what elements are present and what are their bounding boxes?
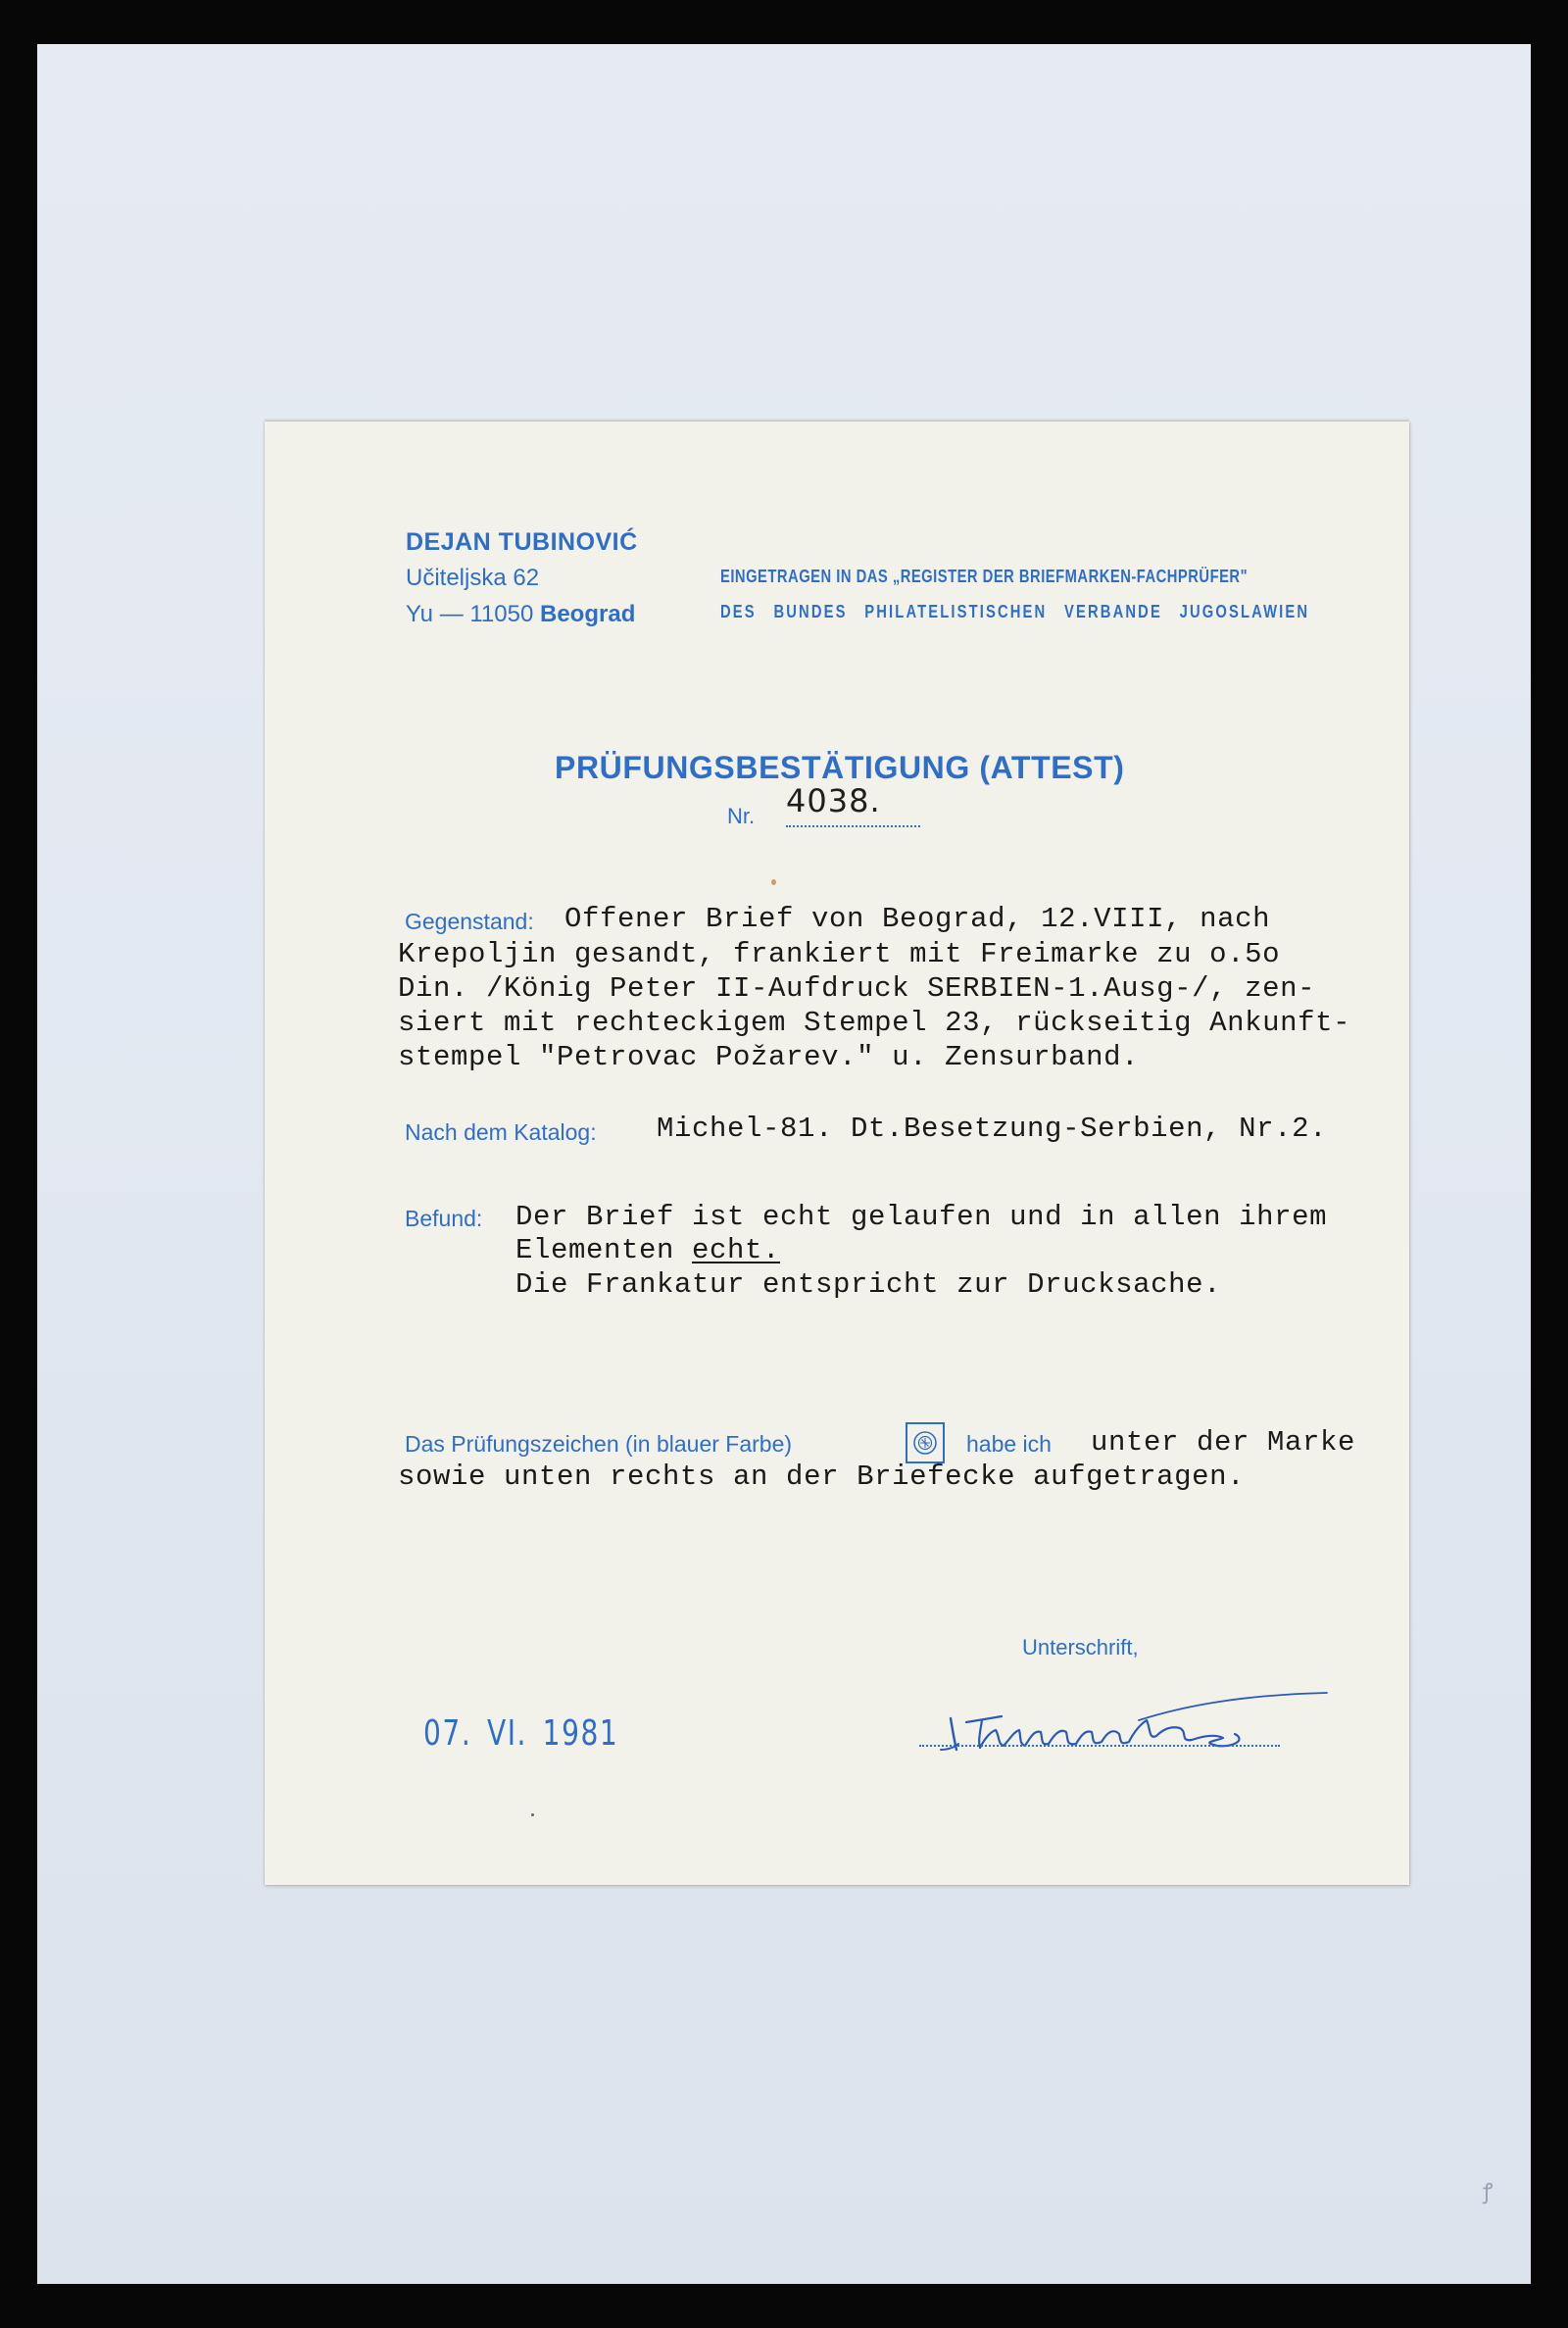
sheet-edge-shadow: [265, 418, 1409, 421]
finding-line-2: [515, 1234, 780, 1266]
finding-label: Befund:: [405, 1206, 483, 1231]
date-day: 07.: [423, 1713, 472, 1754]
sender-city-name: Beograd: [540, 601, 636, 627]
sender-city: [406, 601, 635, 628]
subject-label: Gegenstand:: [405, 909, 534, 934]
subject-line-1: Offener Brief von Beograd, 12.VIII, nach: [564, 903, 1271, 935]
date-stamp: [423, 1713, 634, 1754]
finding-line-2-text: Elementen: [515, 1234, 675, 1266]
seal-emblem-icon: [910, 1428, 940, 1458]
mark-statement-label: Das Prüfungszeichen (in blauer Farbe): [405, 1431, 793, 1457]
number-dotted-line: [786, 825, 920, 827]
mark-statement-typed-1: unter der Marke: [1091, 1426, 1356, 1459]
number-label: Nr.: [727, 804, 756, 828]
sender-name: DEJAN TUBINOVIĆ: [406, 528, 638, 556]
signature-dotted-line: [919, 1745, 1280, 1747]
finding-line-1: Der Brief ist echt gelaufen und in allen ihrem: [515, 1201, 1328, 1233]
signature-label: Unterschrift,: [1022, 1635, 1139, 1659]
subject-line-3: Din. /König Peter II-Aufdruck SERBIEN-1.Ausg-/, zen-: [398, 972, 1316, 1005]
certificate-title: PRÜFUNGSBESTÄTIGUNG (ATTEST): [555, 750, 1125, 785]
mounting-board: [37, 44, 1531, 2284]
paper-speck-2: [531, 1813, 534, 1816]
number-value: 4038.: [786, 782, 881, 819]
paper-speck: [771, 879, 776, 885]
date-year: 1981: [542, 1713, 619, 1754]
mark-statement-habe: habe ich: [966, 1431, 1052, 1457]
finding-genuine-emphasis: echt.: [692, 1234, 781, 1266]
registration-line-1: EINGETRAGEN IN DAS „REGISTER DER BRIEFMARKEN-FACHPRÜFER": [720, 567, 1249, 586]
date-month: VI.: [486, 1713, 528, 1754]
catalog-value: Michel-81. Dt.Besetzung-Serbien, Nr.2.: [657, 1113, 1328, 1145]
sender-street: Učiteljska 62: [406, 565, 540, 591]
subject-line-2: Krepoljin gesandt, frankiert mit Freimarke zu o.5o: [398, 938, 1281, 970]
expert-mark-seal-icon: [906, 1422, 945, 1463]
mark-statement-typed-2: sowie unten rechts an der Briefecke aufgetragen.: [398, 1461, 1246, 1493]
subject-line-5: stempel "Petrovac Požarev." u. Zensurband.: [398, 1041, 1140, 1073]
board-corner-mark: ꝭ: [1483, 2180, 1494, 2204]
finding-line-3: Die Frankatur entspricht zur Drucksache.: [515, 1268, 1222, 1301]
certificate-sheet: [265, 421, 1409, 1885]
sender-postcode: Yu — 11050: [406, 601, 534, 627]
registration-line-2: DES BUNDES PHILATELISTISCHEN VERBANDE JUGOSLAWIEN: [720, 602, 1310, 621]
catalog-label: Nach dem Katalog:: [405, 1119, 597, 1145]
subject-line-4: siert mit rechteckigem Stempel 23, rückseitig Ankunft-: [398, 1007, 1351, 1039]
